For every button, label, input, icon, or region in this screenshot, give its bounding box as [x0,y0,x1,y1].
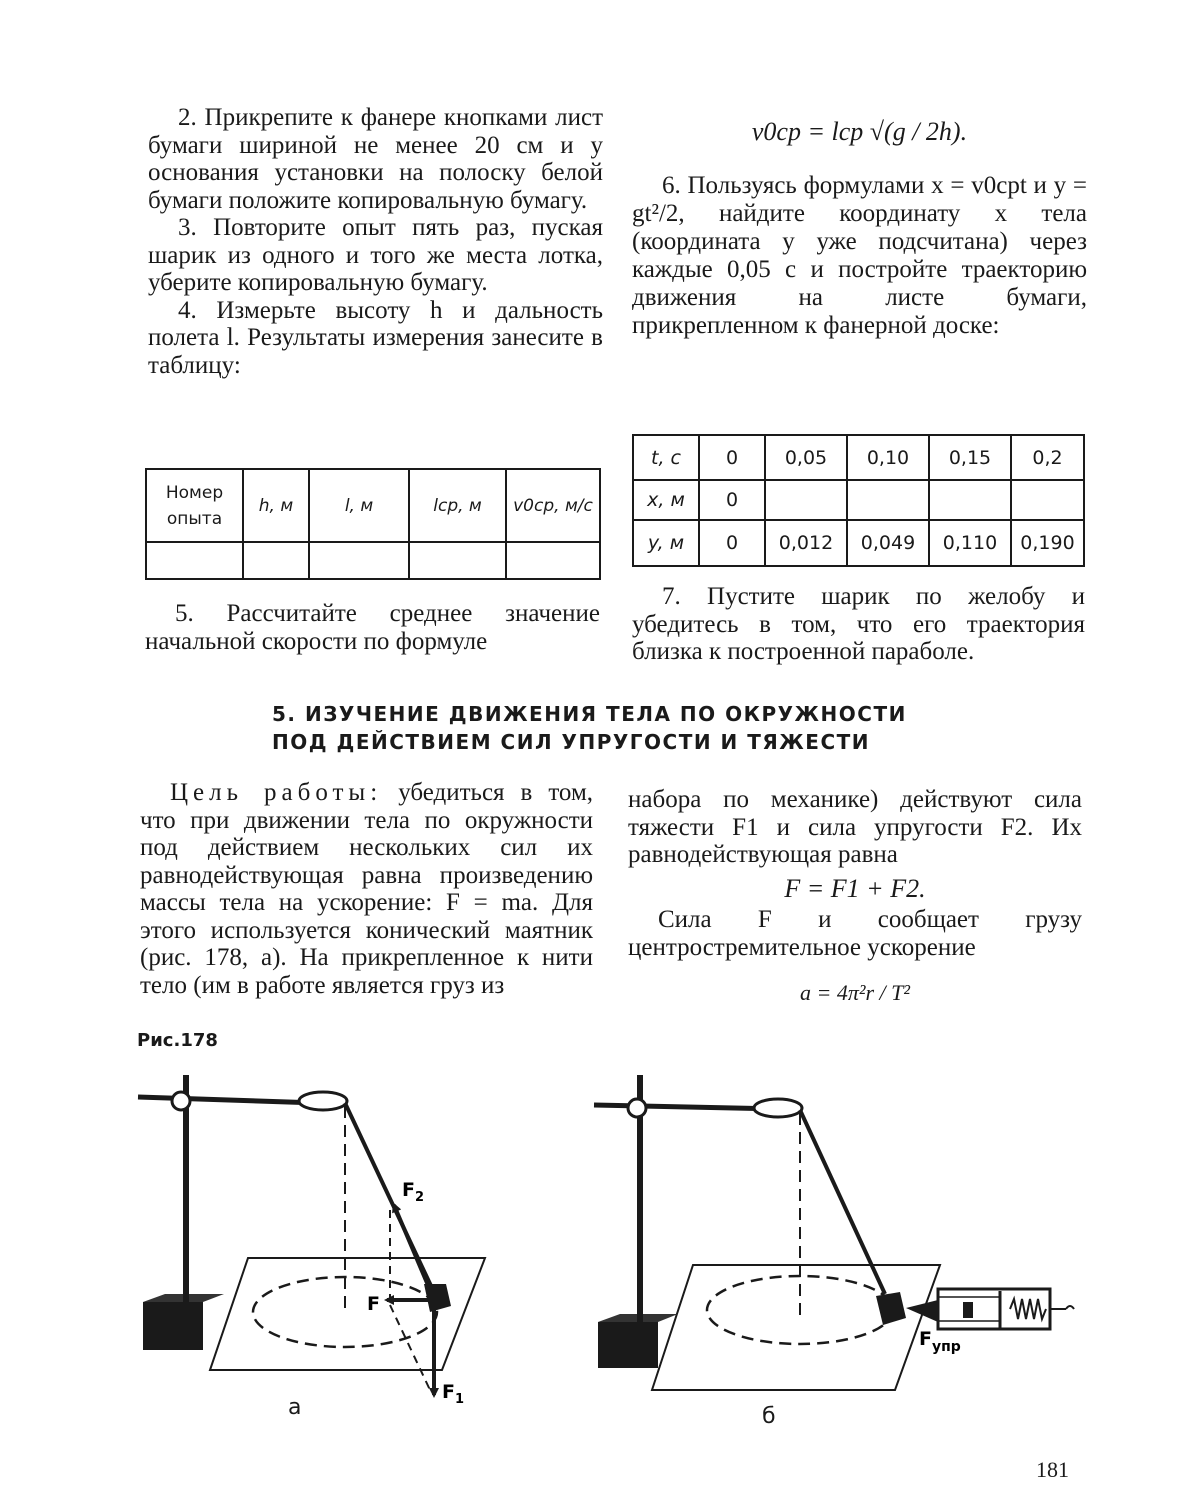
table2-cell: 0,05 [765,435,847,480]
table2-cell: 0,110 [929,520,1011,566]
paragraph-forces: набора по механике) действуют сила тяжести F1 и сила упругости F2. Их равнодействующая равна [628,786,1082,868]
paragraph-6: 6. Пользуясь формулами x = v0срt и y = gt²/2, найдите координату x тела (координата y уже подсчитана) через каждые 0,05 с и постройте траекторию движения на листе бумаги, прикрепленном к фанерной доске: [632,171,1087,339]
table2-cell: t, с [633,435,699,480]
stand-base [598,1322,658,1368]
table2-cell: 0,2 [1011,435,1084,480]
paper-sheet [652,1265,940,1390]
page-number: 181 [1036,1457,1069,1482]
paragraph-5: 5. Рассчитайте среднее значение начальной скорости по формуле [145,600,600,655]
table1-header-number: Номер опыта [146,469,243,542]
suspension-loop [299,1092,347,1110]
label-f: F [367,1293,380,1315]
table1-header-v0cp: v0ср, м/с [506,469,600,542]
section-heading-line2: ПОД ДЕЙСТВИЕМ СИЛ УПРУГОСТИ И ТЯЖЕСТИ [272,730,870,754]
figure-caption: Рис.178 [137,1030,218,1051]
paragraph-force-f: Сила F и сообщает грузу центростремительное ускорение [628,906,1082,961]
suspension-loop [754,1099,802,1117]
paper-sheet [210,1258,485,1370]
thread [800,1110,885,1294]
label-f2: $F_2$ [402,1179,425,1205]
horizontal-arm [138,1097,318,1103]
figure-a-conical-pendulum [138,1075,485,1407]
table2-cell: 0,15 [929,435,1011,480]
goal-text: убедиться в том, что при движении тела по окружности под действием нескольких сил их равнодействующая равна произведению массы тела на ускорение: F = ma. Для этого используется конический маятник (рис. 178, а). На прикрепленное к нити тело (им в работе является груз из [140,779,594,999]
paragraph-3: 3. Повторите опыт пять раз, пуская шарик из одного и того же места лотка, уберите копировальную бумагу. [148,214,603,296]
table2-cell: 0,012 [765,520,847,566]
table2-cell: 0 [699,480,765,520]
formula-v0: v0ср = lср √(g / 2h). [751,117,968,146]
formula-acceleration: a = 4π²r / T² [800,980,910,1005]
label-f1: $F_1$ [442,1381,465,1407]
table1-header-l: l, м [309,469,409,542]
vector-f2-arrow [394,1205,430,1290]
section-heading-line1: 5. ИЗУЧЕНИЕ ДВИЖЕНИЯ ТЕЛА ПО ОКРУЖНОСТИ [272,702,907,726]
table1-header-h: h, м [243,469,309,542]
figure-label-a: а [288,1395,302,1420]
table1-header-lcp: lср, м [409,469,506,542]
table2-cell: y, м [633,520,699,566]
paragraph-2: 2. Прикрепите к фанере кнопками лист бумаги шириной не менее 20 см и у основания установки на полоску белой бумаги положите копировальную бумагу. [148,104,603,214]
table2-cell: 0 [699,520,765,566]
goal-label: Цель работы: [170,779,383,806]
clamp [628,1099,646,1117]
spring-scale [938,1289,1050,1329]
figure-b-spring-scale [594,1075,1074,1390]
label-fupr: $F_{упр}$ [919,1328,961,1355]
stand-base [143,1302,203,1350]
table2-cell: x, м [633,480,699,520]
table2-cell: 0,10 [847,435,929,480]
paragraph-4: 4. Измерьте высоту h и дальность полета l. Результаты измерения занесите в таблицу: [148,296,603,379]
weight [876,1292,906,1325]
table2-cell: 0,190 [1011,520,1084,566]
horizontal-arm [594,1105,780,1109]
paragraph-7: 7. Пустите шарик по желобу и убедитесь в том, что его траектория близка к построенной параболе. [632,583,1085,665]
table2-cell: 0,049 [847,520,929,566]
formula-resultant: F = F1 + F2. [784,873,926,903]
figure-label-b: б [762,1404,776,1429]
clamp [172,1092,190,1110]
table2-cell: 0 [699,435,765,480]
